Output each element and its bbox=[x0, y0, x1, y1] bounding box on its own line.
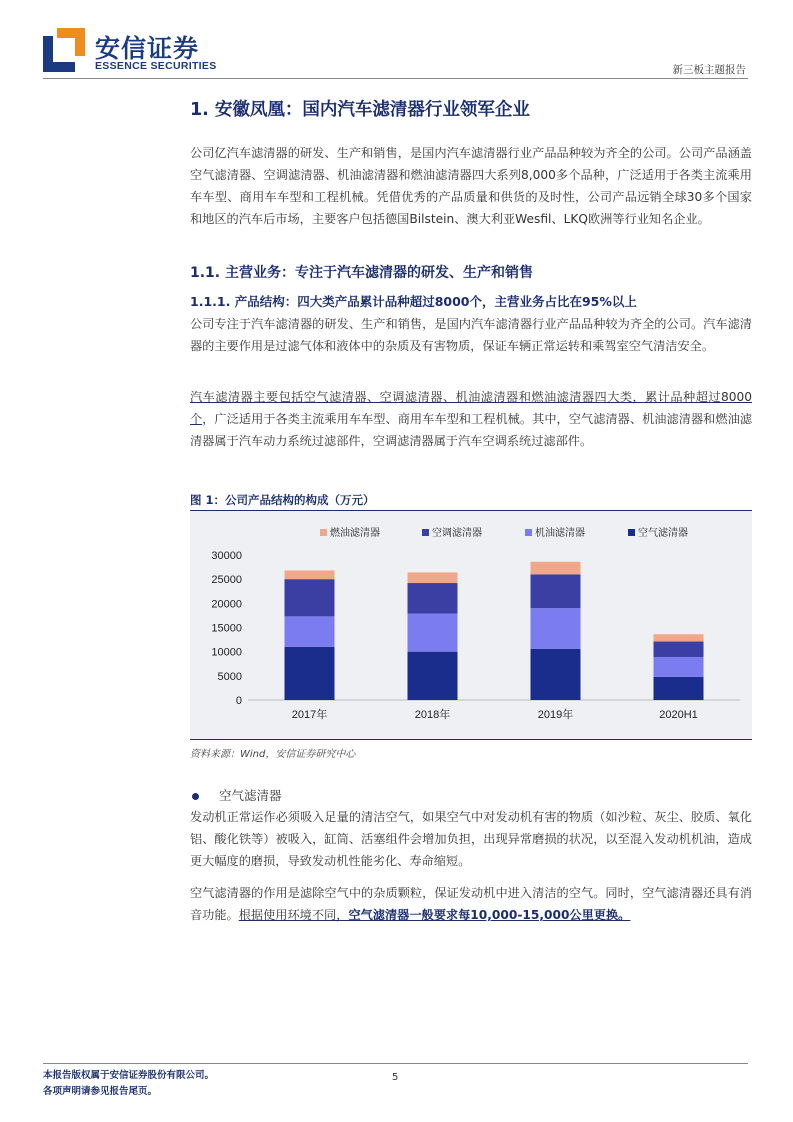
x-tick-label: 2017年 bbox=[291, 709, 328, 721]
y-tick-label: 10000 bbox=[211, 646, 242, 659]
y-tick-label: 30000 bbox=[211, 550, 242, 562]
brand-logo-mark bbox=[43, 28, 85, 72]
bar-segment bbox=[285, 570, 335, 579]
y-tick-label: 5000 bbox=[217, 670, 242, 683]
intro-paragraph: 公司亿汽车滤清器的研发、生产和销售，是国内汽车滤清器行业产品品种较为齐全的公司。公司产品涵盖空气滤清器、空调滤清器、机油滤清器和燃油滤清器四大系列8,000多个品种，广泛适用于各类主流乘用车车型、商用车车型和工程机械。凭借优秀的产品质量和供货的及时性，公司产品远销全球30多个国家和地区的汽车后市场，主要客户包括德国Bilstein、澳大利亚Wesfil、LKQ欧洲等行业知名企业。 bbox=[190, 146, 752, 226]
bar-segment bbox=[654, 634, 704, 641]
legend-swatch bbox=[320, 529, 327, 536]
subsection-heading: 1.1. 主营业务：专注于汽车滤清器的研发、生产和销售 bbox=[190, 265, 533, 281]
bar-segment bbox=[285, 647, 335, 700]
bar-segment bbox=[654, 657, 704, 677]
bar-segment bbox=[285, 616, 335, 646]
bar-segment bbox=[285, 579, 335, 616]
air-filter-function-paragraph bbox=[190, 882, 752, 926]
air-filter-function-plain: 空气滤清器的作用是滤除空气中的杂质颗粒，保证发动机中进入清洁的空气。同时，空气滤清器还具有消音功能。 bbox=[190, 886, 752, 922]
y-tick-label: 0 bbox=[235, 695, 242, 707]
footer-divider bbox=[43, 1063, 748, 1064]
x-tick-label: 2018年 bbox=[414, 709, 451, 721]
footer-copyright: 本报告版权属于安信证券股份有限公司。 bbox=[43, 1070, 215, 1081]
business-paragraph: 公司专注于汽车滤清器的研发、生产和销售，是国内汽车滤清器行业产品品种较为齐全的公司。汽车滤清器的主要作用是过滤气体和液体中的杂质及有害物质，保证车辆正常运转和乘驾室空气清洁安全。 bbox=[190, 317, 752, 353]
stacked-bar-chart bbox=[190, 511, 752, 739]
report-type: 新三板主题报告 bbox=[672, 64, 746, 76]
footer-disclaimer bbox=[43, 1068, 214, 1100]
bar-segment bbox=[408, 572, 458, 583]
x-tick-label: 2020H1 bbox=[659, 709, 698, 721]
brand-name-cn: 安信证券 bbox=[95, 34, 200, 63]
y-tick-label: 20000 bbox=[211, 598, 242, 611]
x-tick-label: 2019年 bbox=[537, 709, 574, 721]
sub-subsection-heading: 1.1.1. 产品结构：四大类产品累计品种超过8000个，主营业务占比在95%以上 bbox=[190, 294, 637, 309]
figure-bottom-rule bbox=[190, 739, 752, 740]
y-tick-label: 25000 bbox=[211, 574, 242, 587]
air-filter-function-underlined: 根据使用环境不同， bbox=[238, 908, 349, 922]
figure-source: 资料来源：Wind，安信证券研究中心 bbox=[190, 749, 356, 760]
bar-segment bbox=[531, 562, 581, 575]
product-paragraph-underlined: 汽车滤清器主要包括空气滤清器、空调滤清器、机油滤清器和燃油滤清器四大类，累计品种超过8000个 bbox=[190, 390, 752, 426]
brand-logo bbox=[43, 28, 373, 74]
header-divider bbox=[43, 78, 748, 79]
footer-statement: 各项声明请参见报告尾页。 bbox=[43, 1086, 158, 1097]
bar-segment bbox=[408, 652, 458, 700]
air-filter-paragraph: 发动机正常运作必须吸入足量的清洁空气，如果空气中对发动机有害的物质（如沙粒、灰尘、胶质、氧化铝、酸化铁等）被吸入，缸筒、活塞组件会增加负担，出现异常磨损的状况，以至混入发动机机油，造成更大幅度的磨损，导致发动机性能劣化、寿命缩短。 bbox=[190, 810, 752, 868]
bullet-heading: 空气滤清器 bbox=[219, 788, 282, 803]
bar-segment bbox=[531, 649, 581, 700]
section-heading: 1. 安徽凤凰：国内汽车滤清器行业领军企业 bbox=[190, 100, 530, 120]
bar-segment bbox=[408, 613, 458, 651]
legend-label: 空气滤清器 bbox=[638, 528, 688, 539]
product-paragraph bbox=[190, 386, 752, 452]
legend-swatch bbox=[422, 529, 429, 536]
air-filter-replacement-note: 空气滤清器一般要求每10,000-15,000公里更换。 bbox=[348, 908, 631, 922]
chart-container bbox=[190, 511, 752, 739]
product-paragraph-rest: ，广泛适用于各类主流乘用车车型、商用车车型和工程机械。其中，空气滤清器、机油滤清器和燃油滤清器属于汽车动力系统过滤部件，空调滤清器属于汽车空调系统过滤部件。 bbox=[190, 412, 752, 448]
page-number: 5 bbox=[392, 1072, 399, 1083]
legend-label: 机油滤清器 bbox=[535, 528, 585, 539]
bar-segment bbox=[654, 642, 704, 657]
bullet-icon bbox=[192, 793, 199, 800]
bar-segment bbox=[408, 583, 458, 613]
page-header bbox=[0, 0, 793, 80]
figure-title: 图 1：公司产品结构的构成（万元） bbox=[190, 493, 375, 507]
legend-swatch bbox=[628, 529, 635, 536]
bar-segment bbox=[531, 574, 581, 608]
legend-swatch bbox=[525, 529, 532, 536]
brand-name-en: ESSENCE SECURITIES bbox=[95, 60, 217, 72]
bar-segment bbox=[531, 608, 581, 649]
legend-label: 燃油滤清器 bbox=[330, 528, 380, 539]
bar-segment bbox=[654, 677, 704, 700]
y-tick-label: 15000 bbox=[211, 622, 242, 635]
legend-label: 空调滤清器 bbox=[432, 528, 482, 539]
